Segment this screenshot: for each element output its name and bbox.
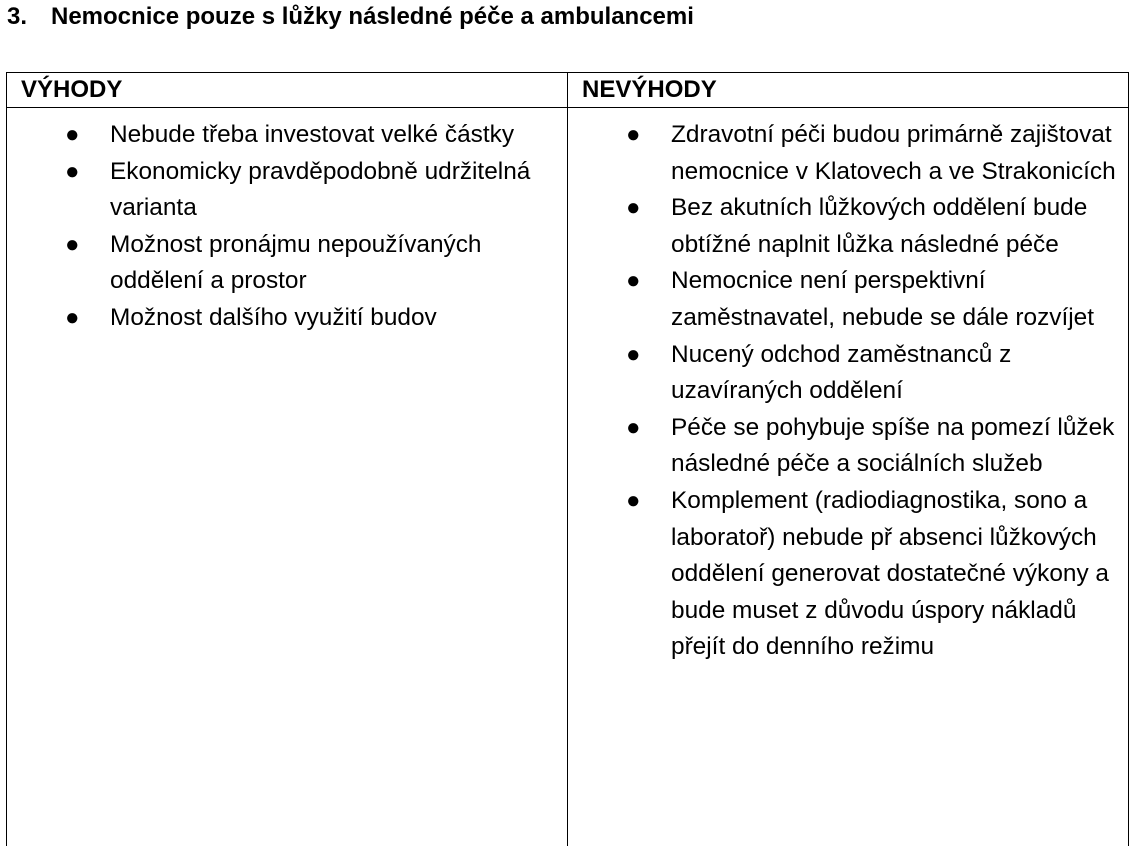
- advantages-cell: [7, 108, 568, 847]
- list-item-text: Zdravotní péči budou primárně zajištovat nemocnice v Klatovech a ve Strakonicích: [671, 121, 1116, 185]
- bullet-dot-icon: ●: [626, 194, 641, 222]
- list-item-text: Bez akutních lůžkových oddělení bude obtížné naplnit lůžka následné péče: [671, 194, 1088, 258]
- bullet-dot-icon: ●: [626, 486, 641, 514]
- list-item-text: Možnost pronájmu nepoužívaných oddělení a prostor: [110, 230, 482, 295]
- section-heading: [7, 2, 694, 32]
- list-item-text: Ekonomicky pravděpodobně udržitelná varianta: [110, 157, 531, 222]
- pros-cons-table: [6, 72, 1129, 846]
- advantages-list: [7, 108, 567, 337]
- list-item: [7, 227, 557, 300]
- bullet-dot-icon: ●: [65, 230, 80, 258]
- advantages-header: VÝHODY: [7, 73, 568, 108]
- bullet-dot-icon: ●: [65, 303, 80, 331]
- list-item: [568, 410, 1118, 483]
- disadvantages-cell: [568, 108, 1129, 847]
- list-item: [568, 117, 1118, 190]
- list-item-text: Péče se pohybuje spíše na pomezí lůžek následné péče a sociálních služeb: [671, 413, 1115, 478]
- section-number: 3.: [7, 3, 28, 30]
- list-item: [7, 154, 557, 227]
- list-item-text: Nucený odchod zaměstnanců z uzavíraných oddělení: [671, 340, 1012, 405]
- bullet-dot-icon: ●: [626, 121, 641, 148]
- list-item: [7, 117, 557, 154]
- list-item-text: Možnost dalšího využití budov: [110, 303, 437, 331]
- table-header-row: [7, 73, 1129, 108]
- list-item: [7, 300, 557, 337]
- table-body-row: [7, 108, 1129, 847]
- list-item-text: Nebude třeba investovat velké částky: [110, 121, 515, 148]
- list-item: [568, 263, 1118, 336]
- bullet-dot-icon: ●: [65, 121, 80, 148]
- bullet-dot-icon: ●: [626, 267, 641, 295]
- disadvantages-header: NEVÝHODY: [568, 73, 1129, 108]
- list-item-text: Komplement (radiodiagnostika, sono a laboratoř) nebude př absenci lůžkových oddělení generovat dostatečné výkony a bude muset z důvodu úspory nákladů přejít do denního režimu: [671, 486, 1109, 661]
- list-item: [568, 483, 1118, 666]
- list-item-text: Nemocnice není perspektivní zaměstnavatel, nebude se dále rozvíjet: [671, 267, 1095, 331]
- bullet-dot-icon: ●: [65, 157, 80, 185]
- disadvantages-list: [568, 108, 1128, 666]
- list-item: [568, 190, 1118, 263]
- list-item: [568, 337, 1118, 410]
- bullet-dot-icon: ●: [626, 340, 641, 368]
- section-title: Nemocnice pouze s lůžky následné péče a ambulancemi: [51, 3, 694, 30]
- bullet-dot-icon: ●: [626, 413, 641, 441]
